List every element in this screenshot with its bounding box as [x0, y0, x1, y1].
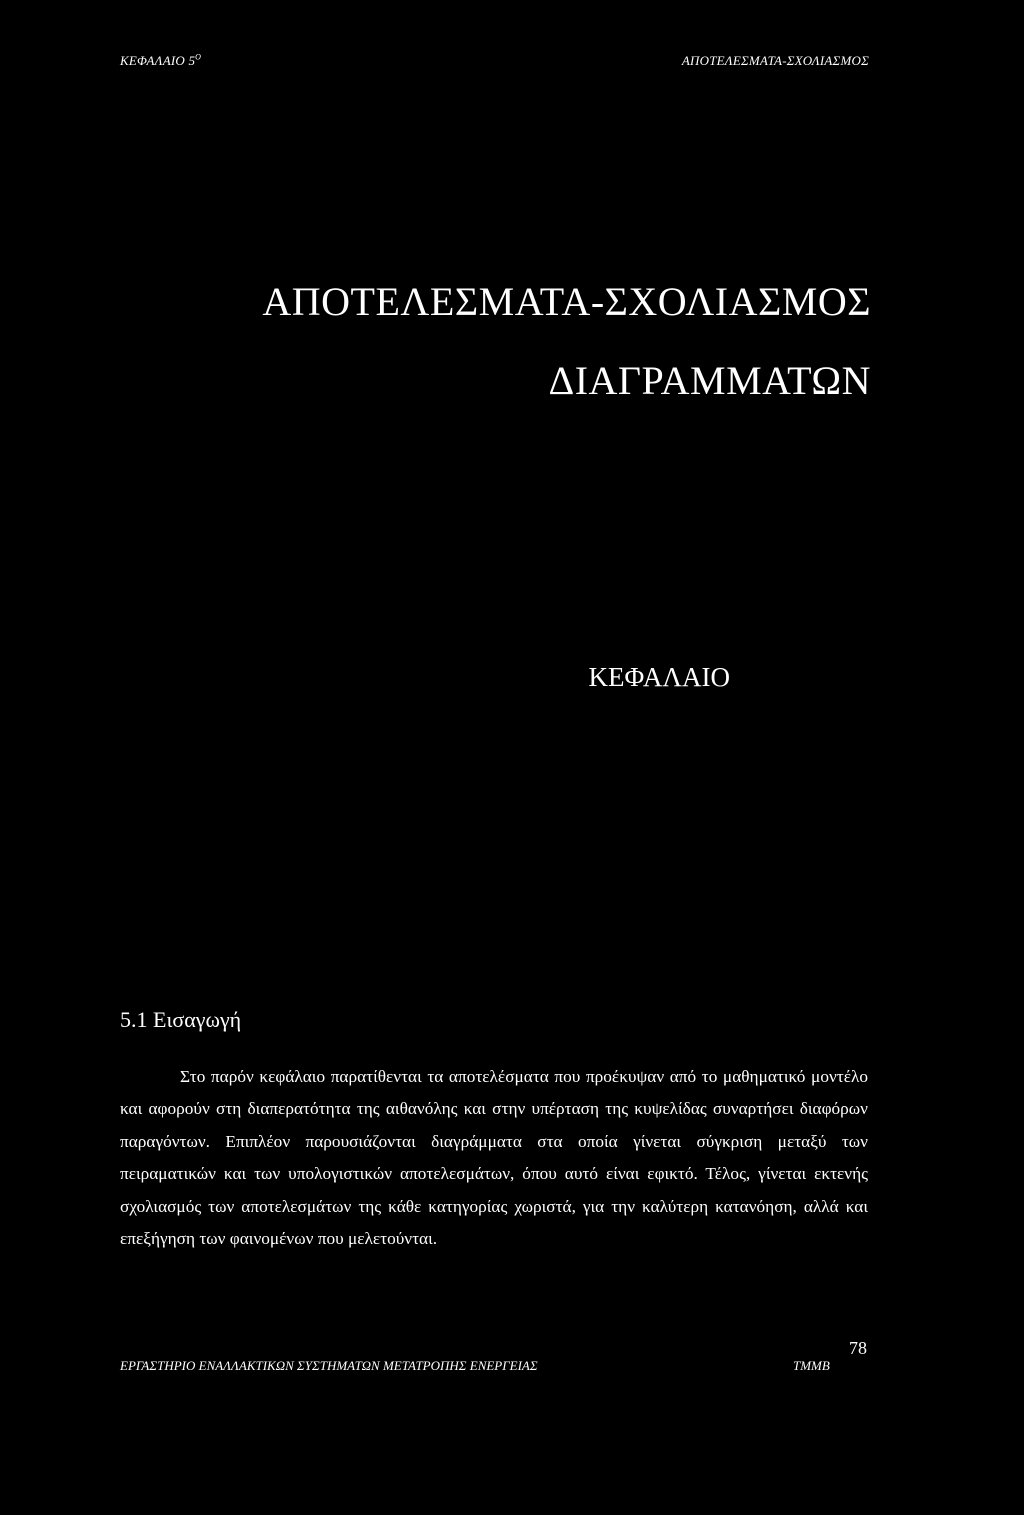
chapter-title-line-1: ΑΠΟΤΕΛΕΣΜΑΤΑ-ΣΧΟΛΙΑΣΜΟΣ [262, 279, 871, 324]
footer-lab-name: ΕΡΓΑΣΤΗΡΙΟ ΕΝΑΛΛΑΚΤΙΚΩΝ ΣΥΣΤΗΜΑΤΩΝ ΜΕΤΑΤΡΟΠΗΣ ΕΝΕΡΓΕΙΑΣ [120, 1358, 538, 1373]
running-header-title: ΑΠΟΤΕΛΕΣΜΑΤΑ-ΣΧΟΛΙΑΣΜΟΣ [681, 53, 869, 68]
page-number: 78 [849, 1338, 867, 1358]
chapter-label: ΚΕΦΑΛΑΙΟ [588, 662, 730, 692]
running-header-chapter [120, 53, 201, 69]
header-chapter-superscript: Ο [195, 52, 202, 62]
chapter-title-line-2: ΔΙΑΓΡΑΜΜΑΤΩΝ [548, 358, 871, 403]
section-heading: 5.1 Εισαγωγή [120, 1007, 242, 1032]
footer-department: ΤΜΜΒ [793, 1358, 830, 1373]
header-chapter-text: ΚΕΦΑΛΑΙΟ 5 [120, 53, 196, 68]
body-paragraph: Στο παρόν κεφάλαιο παρατίθενται τα αποτελέσματα που προέκυψαν από το μαθηματικό μοντέλο και αφορούν στη διαπερατότητα της αιθανόλης και στην υπέρταση της κυψελίδας συναρτήσει διαφόρων παραγόντων. Επιπλέον παρουσιάζονται διαγράμματα στα οποία γίνεται σύγκριση μεταξύ των πειραματικών και των υπολογιστικών αποτελεσμάτων, όπου αυτό είναι εφικτό. Τέλος, γίνεται εκτενής σχολιασμός των αποτελεσμάτων της κάθε κατηγορίας χωριστά, για την καλύτερη κατανόηση, αλλά και επεξήγηση των φαινομένων που μελετούνται. [120, 1067, 868, 1249]
